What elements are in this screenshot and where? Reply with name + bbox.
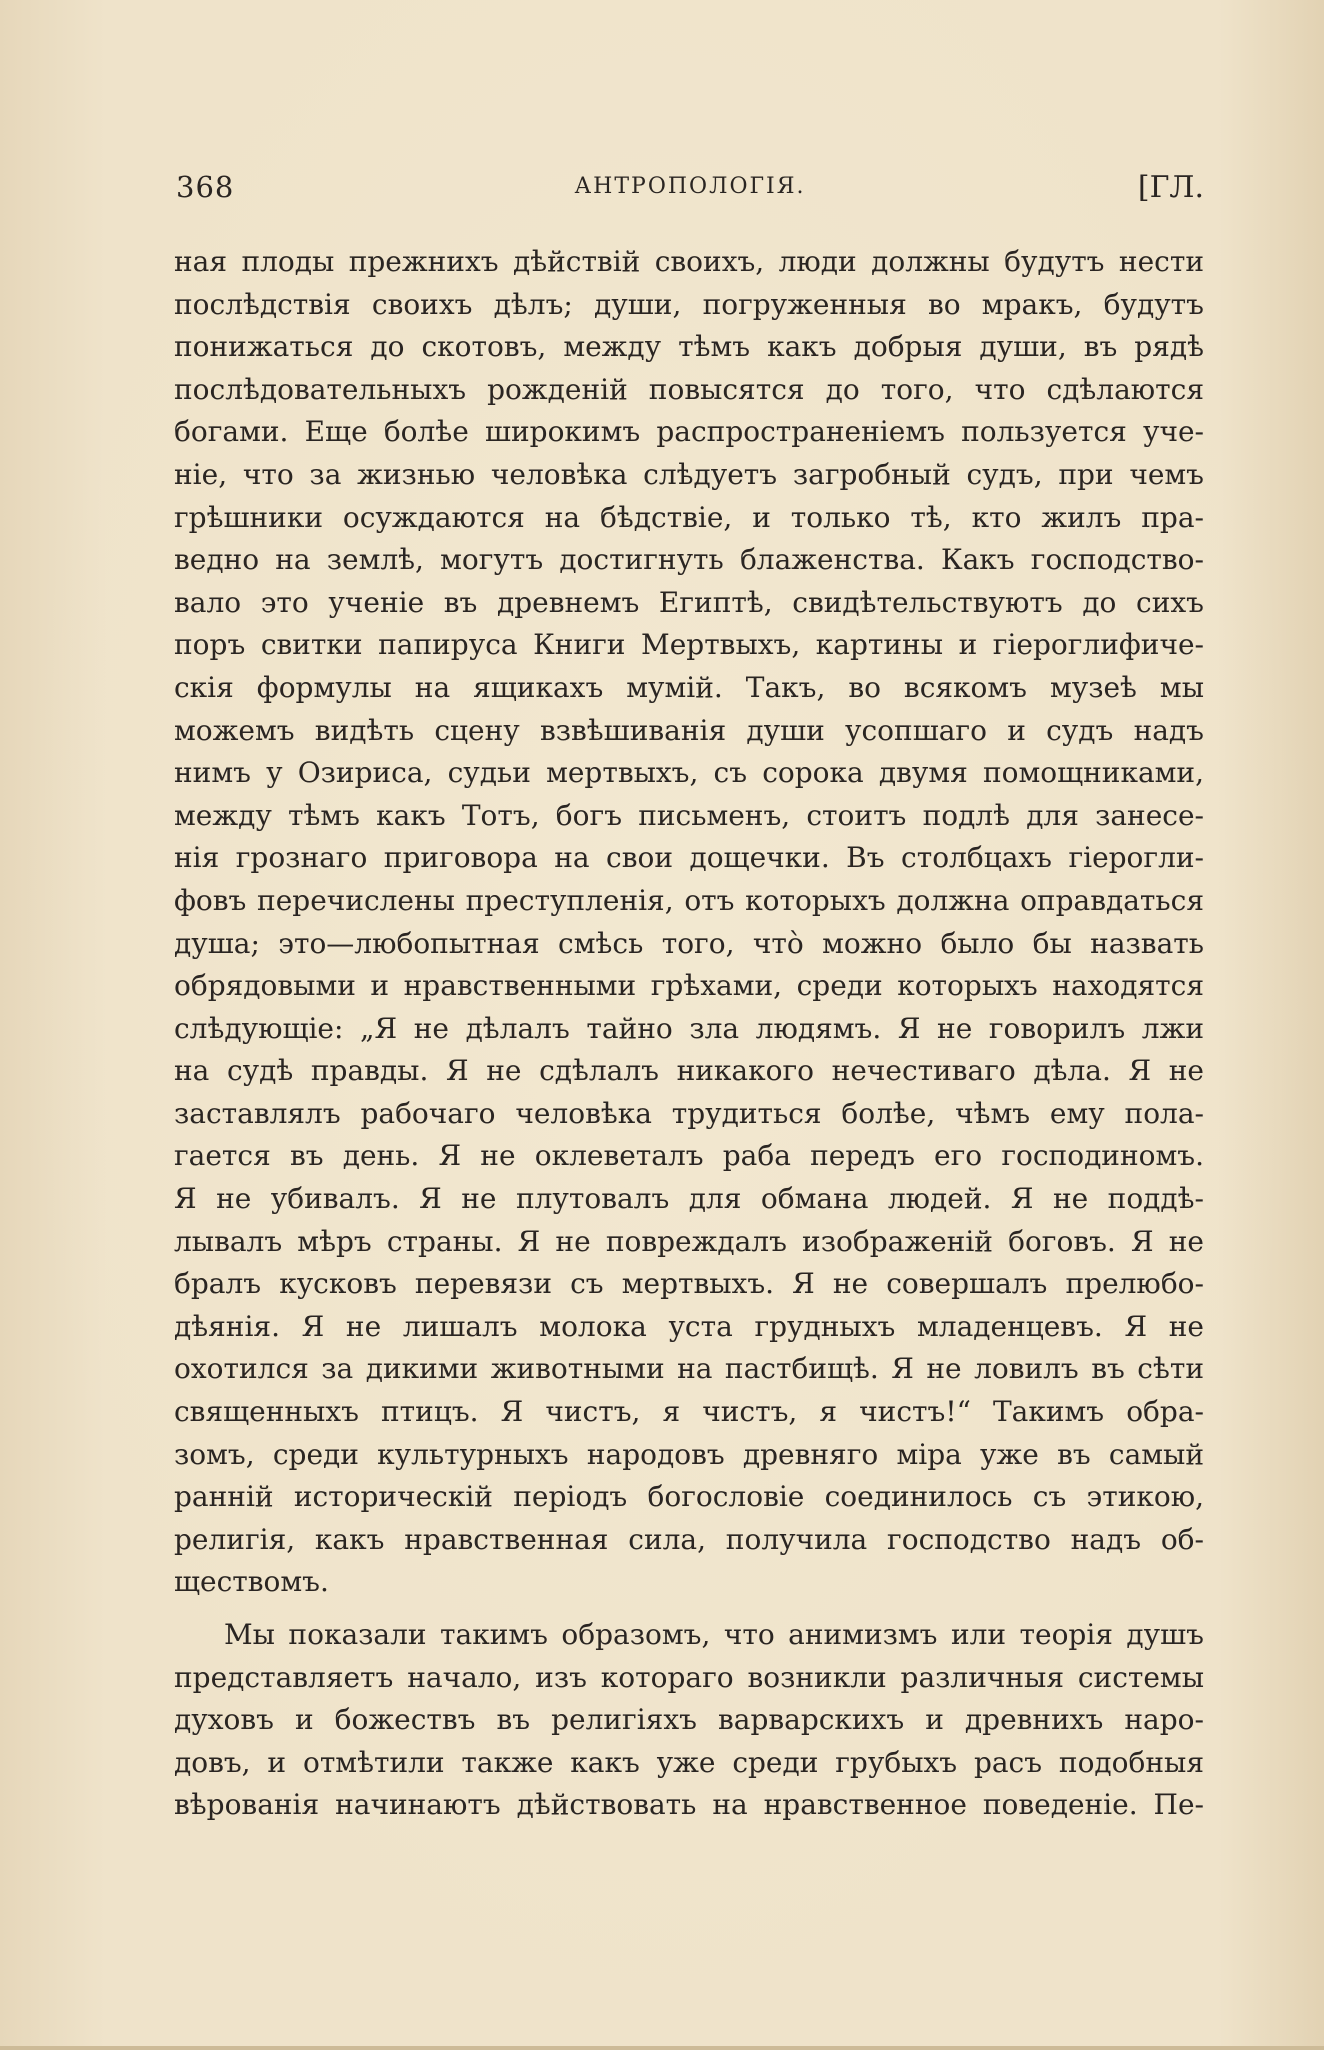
text-line: скія формулы на ящикахъ мумій. Такъ, во всякомъ музеѣ мы: [174, 670, 1204, 704]
paragraph: [174, 241, 1204, 1604]
text-line: обрядовыми и нравственными грѣхами, среди которыхъ находятся: [174, 969, 1204, 1003]
page-edge: [0, 2046, 1324, 2050]
text-line: Мы показали такимъ образомъ, что анимизмъ или теорія душъ: [224, 1618, 1204, 1651]
chapter-mark: [ГЛ.: [1137, 170, 1204, 205]
text-line: дѣянія. Я не лишалъ молока уста грудныхъ младенцевъ. Я не: [174, 1309, 1204, 1343]
text-line: ніе, что за жизнью человѣка слѣдуетъ загробный судъ, при чемъ: [174, 457, 1204, 491]
text-line: ществомъ.: [174, 1565, 329, 1599]
text-line: заставлялъ рабочаго человѣка трудиться болѣе, чѣмъ ему пола-: [174, 1096, 1204, 1130]
text-line: слѣдующіе: „Я не дѣлалъ тайно зла людямъ. Я не говорилъ лжи: [174, 1011, 1204, 1045]
text-line: религія, какъ нравственная сила, получила господство надъ об-: [174, 1522, 1204, 1556]
text-line: вѣрованія начинаютъ дѣйствовать на нравственное поведеніе. Пе-: [174, 1788, 1204, 1822]
text-line: ная плоды прежнихъ дѣйствій своихъ, люди должны будутъ нести: [174, 245, 1204, 278]
text-line: ранній историческій періодъ богословіе соединилось съ этикою,: [174, 1480, 1204, 1514]
text-line: нимъ у Озириса, судьи мертвыхъ, съ сорока двумя помощниками,: [174, 756, 1204, 790]
text-line: послѣдовательныхъ рожденій повысятся до того, что сдѣлаются: [174, 372, 1204, 406]
text-line: представляетъ начало, изъ котораго возникли различныя системы: [174, 1660, 1204, 1694]
body-text: [174, 241, 1204, 1827]
paragraph-gap: [174, 1604, 1204, 1614]
text-line: довъ, и отмѣтили также какъ уже среди грубыхъ расъ подобныя: [174, 1745, 1204, 1779]
text-line: можемъ видѣть сцену взвѣшиванія души усопшаго и судъ надъ: [174, 713, 1204, 747]
text-line: грѣшники осуждаются на бѣдствіе, и только тѣ, кто жилъ пра-: [174, 500, 1204, 534]
page-number: 368: [176, 170, 235, 204]
text-line: ведно на землѣ, могутъ достигнуть блаженства. Какъ господство-: [174, 543, 1204, 577]
text-line: зомъ, среди культурныхъ народовъ древняго міра уже въ самый: [174, 1437, 1204, 1471]
paragraph: [174, 1614, 1204, 1827]
text-line: охотился за дикими животными на пастбищѣ. Я не ловилъ въ сѣти: [174, 1352, 1204, 1386]
text-line: лывалъ мѣръ страны. Я не повреждалъ изображеній боговъ. Я не: [174, 1224, 1204, 1258]
text-line: между тѣмъ какъ Тотъ, богъ письменъ, стоитъ подлѣ для занесе-: [174, 798, 1204, 832]
text-line: гается въ день. Я не оклеветалъ раба передъ его господиномъ.: [174, 1139, 1204, 1173]
text-line: Я не убивалъ. Я не плутовалъ для обмана людей. Я не поддѣ-: [174, 1182, 1204, 1216]
text-line: фовъ перечислены преступленія, отъ которыхъ должна оправдаться: [174, 883, 1204, 917]
text-line: душа; это—любопытная смѣсь того, что̀ можно было бы назвать: [174, 926, 1204, 960]
text-line: вало это ученіе въ древнемъ Египтѣ, свидѣтельствуютъ до сихъ: [174, 585, 1204, 619]
text-line: духовъ и божествъ въ религіяхъ варварскихъ и древнихъ наро-: [174, 1703, 1204, 1737]
text-line: бралъ кусковъ перевязи съ мертвыхъ. Я не совершалъ прелюбо-: [174, 1267, 1204, 1301]
text-line: поръ свитки папируса Книги Мертвыхъ, картины и гіероглифиче-: [174, 628, 1204, 662]
text-line: нія грознаго приговора на свои дощечки. Въ столбцахъ гіерогли-: [174, 841, 1204, 875]
text-line: понижаться до скотовъ, между тѣмъ какъ добрыя души, въ рядѣ: [174, 330, 1204, 364]
running-header: [176, 170, 1204, 214]
running-title: АНТРОПОЛОГІЯ.: [574, 174, 806, 199]
text-line: послѣдствія своихъ дѣлъ; души, погруженныя во мракъ, будутъ: [174, 287, 1204, 321]
text-line: священныхъ птицъ. Я чистъ, я чистъ, я чистъ!“ Такимъ обра-: [174, 1395, 1204, 1429]
text-line: на судѣ правды. Я не сдѣлалъ никакого нечестиваго дѣла. Я не: [174, 1054, 1204, 1088]
text-line: богами. Еще болѣе широкимъ распространеніемъ пользуется уче-: [174, 415, 1204, 449]
